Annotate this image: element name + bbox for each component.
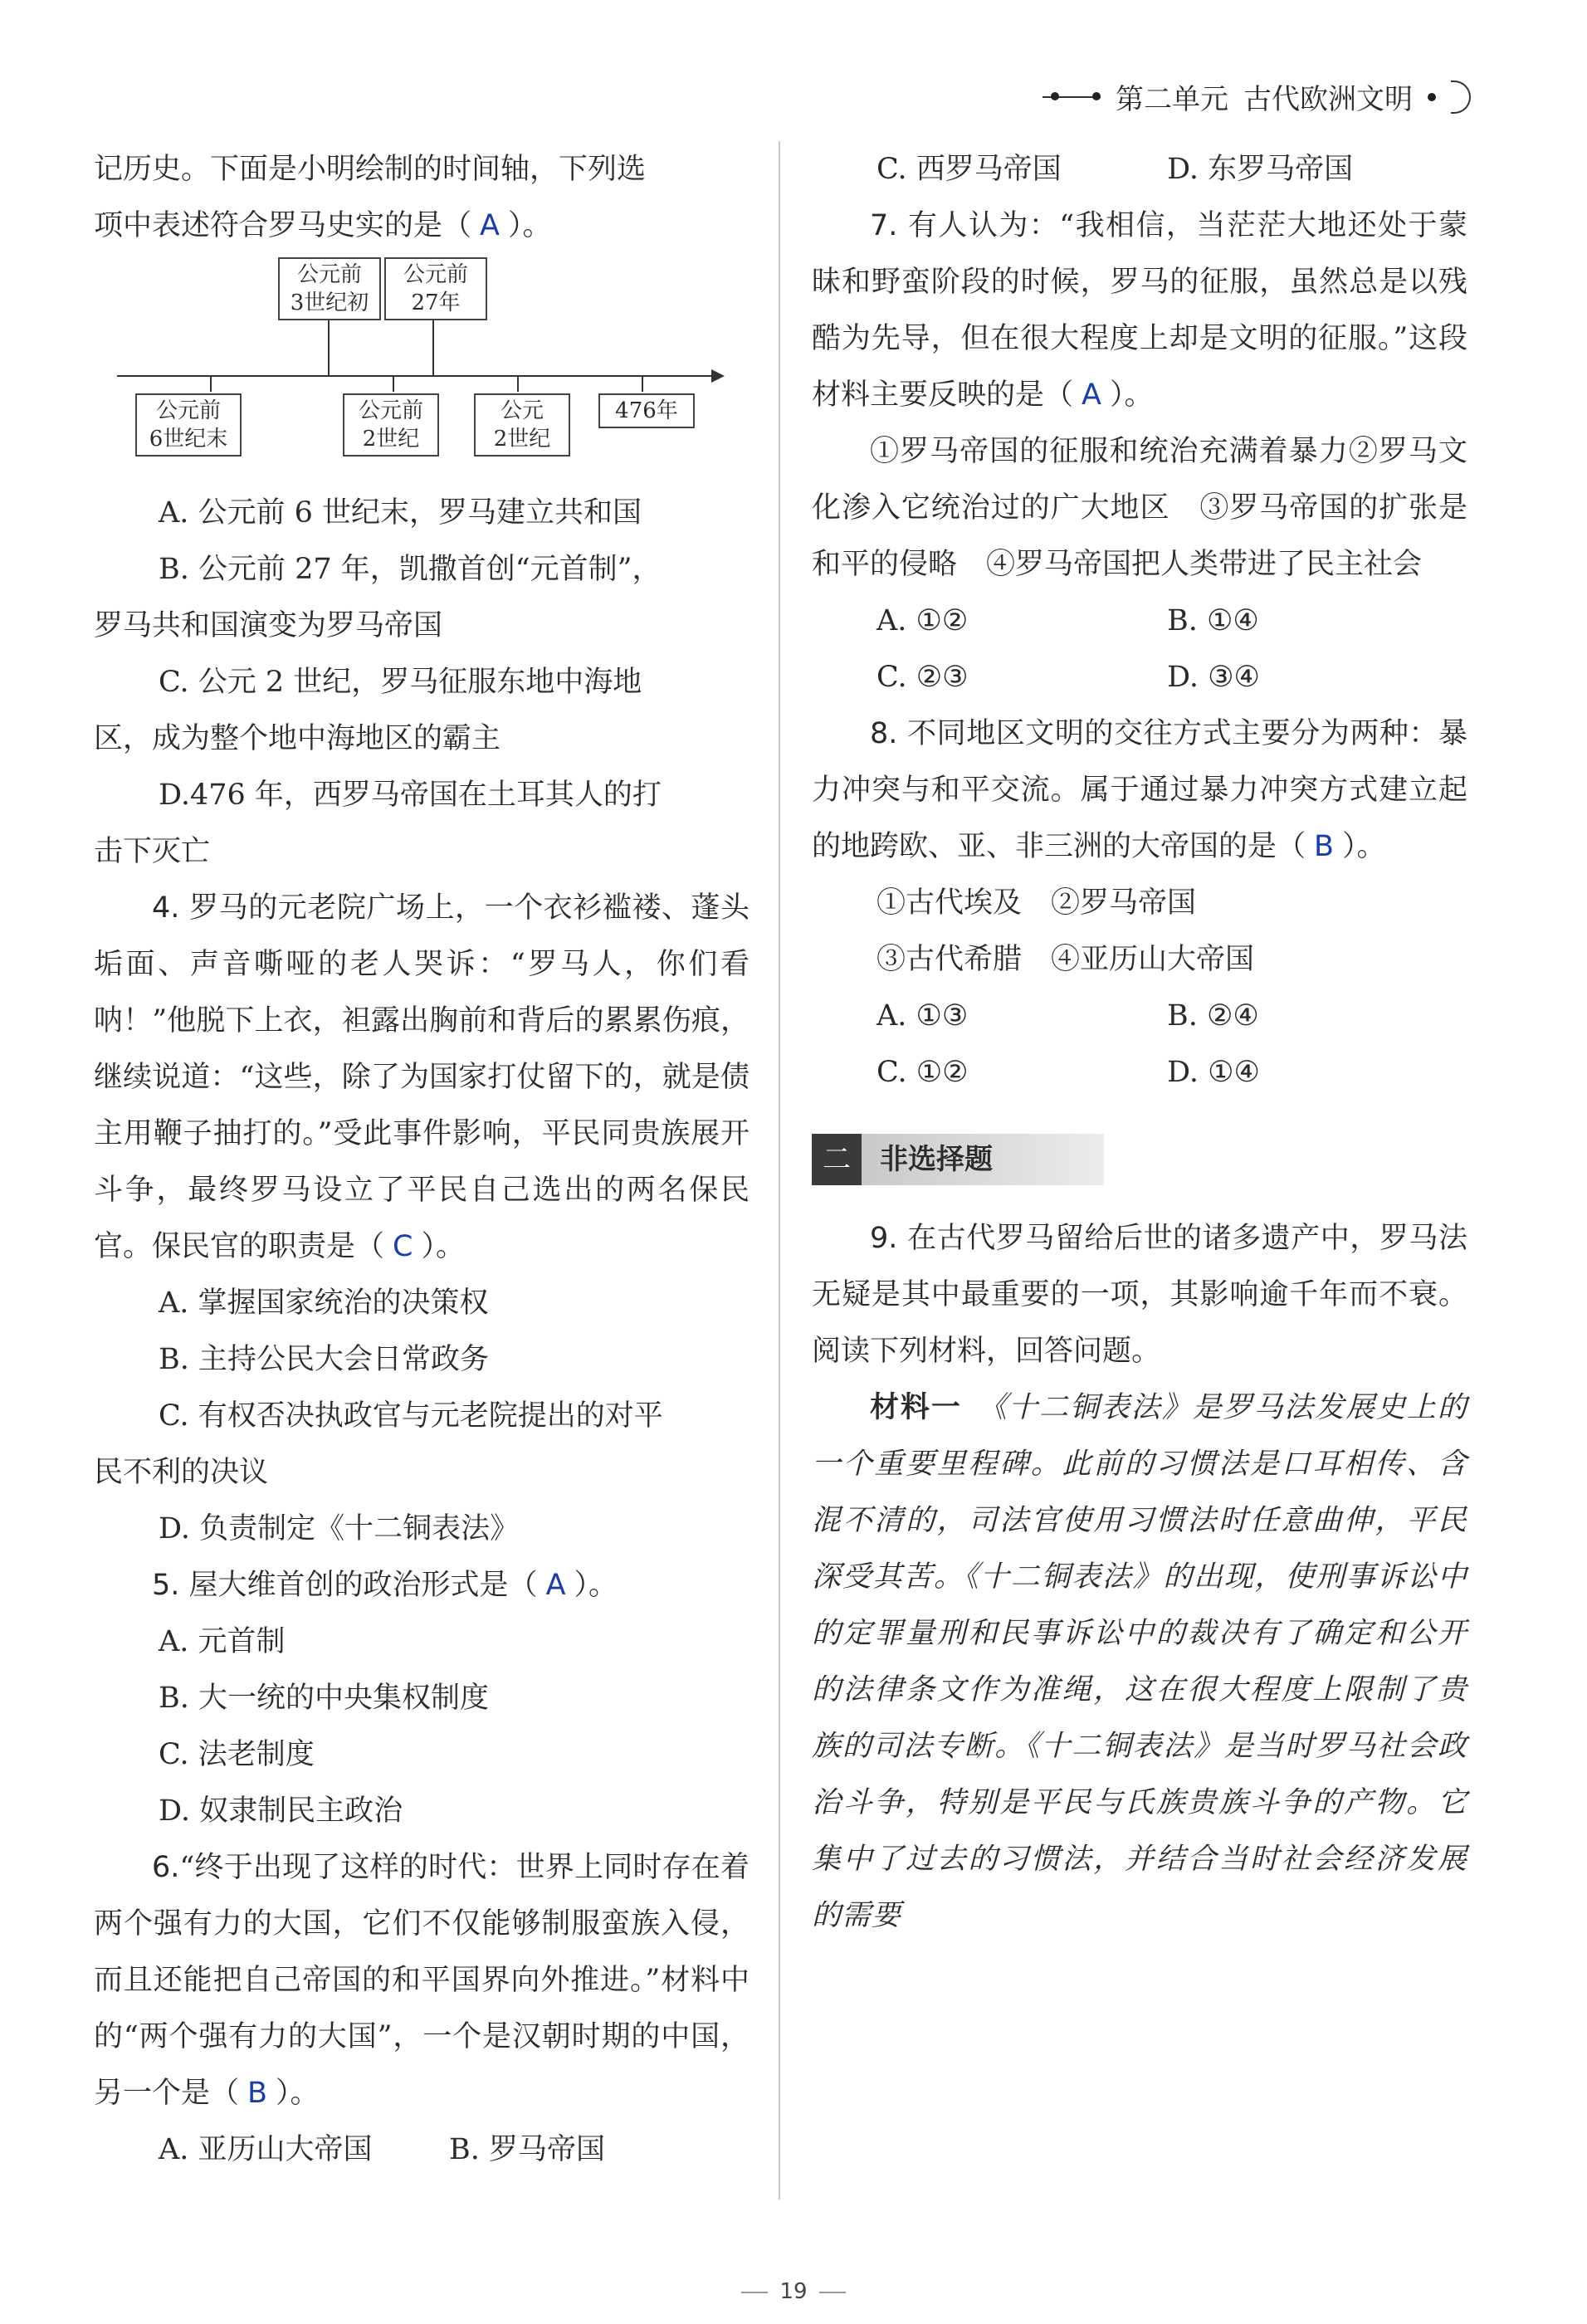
q5-option-b: B. 大一统的中央集权制度 — [159, 1682, 489, 1715]
q6-option-a: A. 亚历山大帝国 — [159, 2133, 373, 2166]
q3-option-c-cont: 区，成为整个地中海地区的霸主 — [94, 722, 501, 755]
page-number: 19 — [0, 2279, 1587, 2304]
q7-option-c: C. ②③ — [877, 661, 969, 694]
page-header — [1043, 76, 1471, 117]
right-column — [812, 141, 1467, 1944]
q5-option-d: D. 奴隶制民主政治 — [159, 1794, 403, 1828]
q5-option-c: C. 法老制度 — [159, 1738, 315, 1771]
q9-material-1: 材料一 《十二铜表法》是罗马法发展史上的一个重要里程碑。此前的习惯法是口耳相传、含混不清的，司法官使用习惯法时任意曲伸，平民深受其苦。《十二铜表法》的出现，使刑事诉讼中的定罪量刑和民事诉讼中的裁决有了确定和公开的法律条文作为准绳，这在很大程度上限制了贵族的司法专断。《十二铜表法》是当时罗马社会政治斗争，特别是平民与氏族贵族斗争的产物。它集中了过去的习惯法，并结合当时社会经济发展的需要 — [812, 1391, 1467, 1932]
timeline-label: 公元前 27年 — [384, 257, 487, 320]
q8-statements-2: ③古代希腊 ④亚历山大帝国 — [877, 943, 1255, 976]
q5-stem: 5. 屋大维首创的政治形式是（ A ）。 — [152, 1569, 618, 1602]
q7-option-a: A. ①② — [877, 604, 969, 637]
q6-options-row1 — [94, 2121, 750, 2178]
unit-title: 古代欧洲文明 — [1243, 83, 1413, 116]
q6-options-row2 — [812, 141, 1467, 198]
section-title: 非选择题 — [862, 1134, 1104, 1185]
q8-options-row2 — [812, 1044, 1467, 1101]
q6-option-c: C. 西罗马帝国 — [877, 153, 1062, 186]
q8-option-a: A. ①③ — [877, 999, 969, 1033]
timeline-label: 公元前 2世纪 — [343, 393, 439, 456]
q3-option-b-cont: 罗马共和国演变为罗马帝国 — [94, 609, 443, 642]
q4-option-d: D. 负责制定《十二铜表法》 — [159, 1512, 520, 1545]
header-ornament — [1043, 96, 1101, 98]
q9-stem: 9. 在古代罗马留给后世的诸多遗产中，罗马法无疑是其中最重要的一项，其影响逾千年而不衰。阅读下列材料，回答问题。 — [812, 1222, 1467, 1368]
q3-option-c: C. 公元 2 世纪，罗马征服东地中海地 — [159, 666, 642, 699]
timeline-arrow — [711, 369, 725, 383]
q8-option-d: D. ①④ — [1167, 1056, 1260, 1089]
left-column — [94, 141, 750, 2178]
q7-option-d: D. ③④ — [1167, 661, 1260, 694]
q7-stem: 7. 有人认为：“我相信，当茫茫大地还处于蒙昧和野蛮阶段的时候，罗马的征服，虽然总是以残酷为先导，但在很大程度上却是文明的征服。”这段材料主要反映的是（ A ）。 — [812, 209, 1467, 412]
timeline-label: 公元 2世纪 — [474, 393, 570, 456]
q3-answer: A — [480, 209, 500, 242]
q4-option-b: B. 主持公民大会日常政务 — [159, 1343, 489, 1376]
q7-answer: A — [1082, 378, 1101, 412]
q3-option-d: D.476 年，西罗马帝国在土耳其人的打 — [159, 779, 662, 812]
q4-option-a: A. 掌握国家统治的决策权 — [159, 1286, 489, 1320]
timeline-label: 476年 — [598, 393, 695, 428]
header-arc — [1451, 81, 1471, 114]
q7-option-b: B. ①④ — [1167, 604, 1259, 637]
section-number: 二 — [812, 1134, 862, 1185]
q8-statements-1: ①古代埃及 ②罗马帝国 — [877, 886, 1197, 920]
q5-option-a: A. 元首制 — [159, 1625, 286, 1658]
q8-answer: B — [1314, 830, 1335, 863]
q6-answer: B — [247, 2077, 268, 2110]
q7-options-row1 — [812, 593, 1467, 649]
material-label: 材料一 — [870, 1391, 962, 1424]
section-heading — [812, 1134, 1467, 1185]
q6-option-b: B. 罗马帝国 — [449, 2133, 605, 2166]
q5-answer: A — [545, 1569, 566, 1602]
timeline-diagram — [94, 261, 750, 468]
q3-option-d-cont: 击下灭亡 — [94, 835, 211, 868]
q8-option-c: C. ①② — [877, 1056, 969, 1089]
column-divider — [779, 141, 780, 2200]
q3-option-a: A. 公元前 6 世纪末，罗马建立共和国 — [159, 496, 642, 530]
header-dot — [1428, 93, 1436, 101]
q3-text-line1: 记历史。下面是小明绘制的时间轴，下列选 — [94, 153, 647, 186]
q8-stem: 8. 不同地区文明的交往方式主要分为两种：暴力冲突与和平交流。属于通过暴力冲突方式建立起的地跨欧、亚、非三洲的大帝国的是（ B ）。 — [812, 717, 1467, 863]
q8-options-row1 — [812, 988, 1467, 1044]
q3-text-line2: 项中表述符合罗马史实的是（ A ）。 — [94, 209, 552, 242]
q8-option-b: B. ②④ — [1167, 999, 1259, 1033]
timeline-axis — [117, 375, 715, 377]
q4-option-c: C. 有权否决执政官与元老院提出的对平 — [159, 1399, 663, 1433]
timeline-label: 公元前 6世纪末 — [135, 393, 242, 456]
q7-statements: ①罗马帝国的征服和统治充满着暴力②罗马文化渗入它统治过的广大地区 ③罗马帝国的扩张是和平的侵略 ④罗马帝国把人类带进了民主社会 — [812, 435, 1467, 581]
q3-option-b: B. 公元前 27 年，凯撒首创“元首制”， — [159, 553, 662, 586]
q7-options-row2 — [812, 649, 1467, 706]
q6-stem: 6.“终于出现了这样的时代：世界上同时存在着两个强有力的大国，它们不仅能够制服蛮族入侵，而且还能把自己帝国的和平国界向外推进。”材料中的“两个强有力的大国”，一个是汉朝时期的中国，另一个是（ B ）。 — [94, 1851, 750, 2110]
timeline-label: 公元前 3世纪初 — [278, 257, 381, 320]
q4-answer: C — [393, 1230, 413, 1263]
q4-option-c-cont: 民不利的决议 — [94, 1456, 269, 1489]
q4-stem: 4. 罗马的元老院广场上，一个衣衫褴褛、蓬头垢面、声音嘶哑的老人哭诉：“罗马人，你们看呐！”他脱下上衣，袒露出胸前和背后的累累伤痕，继续说道：“这些，除了为国家打仗留下的，就是债主用鞭子抽打的。”受此事件影响，平民同贵族展开斗争，最终罗马设立了平民自己选出的两名保民官。保民官的职责是（ C ）。 — [94, 891, 750, 1263]
q6-option-d: D. 东罗马帝国 — [1167, 153, 1354, 186]
unit-label: 第二单元 — [1116, 83, 1228, 116]
